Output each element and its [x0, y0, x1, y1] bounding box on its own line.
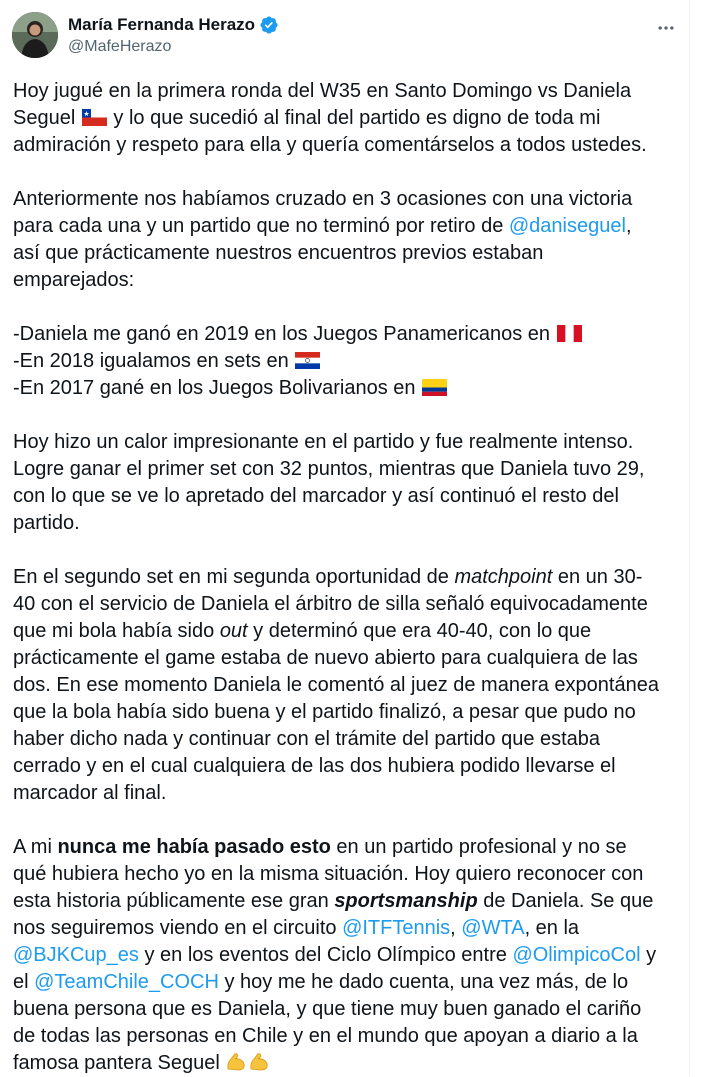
avatar[interactable] — [12, 12, 58, 58]
tweet-text — [13, 78, 663, 1077]
paraguay-flag-icon — [295, 352, 320, 369]
paragraph-4: Hoy hizo un calor impresionante en el partido y fue realmente intenso. Logre ganar el primer set con 32 puntos, mientras que Daniela tuvo 29, con lo que se ve lo apretado del marcador y así continuó el resto del partido. — [13, 431, 645, 534]
chile-flag-icon — [82, 109, 107, 126]
paragraph-1: Hoy jugué en la primera ronda del W35 en Santo Domingo vs Daniela Seguel y lo que sucedió al final del partido es digno de toda mi admiración y respeto para ella y quería comentárselos a todos ustedes. — [13, 80, 647, 156]
paragraph-6: A mi nunca me había pasado esto en un partido profesional y no se qué hubiera hecho yo en la misma situación. Hoy quiero reconocer con esta historia públicamente ese gran sportsmanship de Daniela. Se que nos seguiremos viendo en el circuito @ITFTennis, @WTA, en la @BJKCup_es y en los eventos del Ciclo Olímpico entre @OlimpicoCol y el @TeamChile_COCH y hoy me he dado cuenta, una vez más, de lo buena persona que es Daniela, y que tiene muy buen ganado el cariño de todas las personas en Chile y en el mundo que apoyan a diario a la famosa pantera Seguel — [13, 836, 657, 1074]
mention-bjkcup-es[interactable]: @BJKCup_es — [13, 944, 139, 966]
column-divider — [689, 0, 690, 1076]
flexed-biceps-icon — [248, 1050, 270, 1072]
more-options-icon[interactable] — [652, 14, 680, 42]
peru-flag-icon — [557, 325, 582, 342]
tweet-header — [12, 12, 680, 60]
verified-badge-icon — [259, 15, 279, 35]
mention-itftennis[interactable]: @ITFTennis — [342, 917, 451, 939]
paragraph-5: En el segundo set en mi segunda oportunidad de matchpoint en un 30-40 con el servicio de Daniela el árbitro de silla señaló equivocadamente que mi bola había sido out y determinó que era 40-40, con lo que prácticamente el game estaba de nuevo abierto para cualquiera de las dos. En ese momento Daniela le comentó al juez de manera expontánea que la bola había sido buena y el partido finalizó, a pesar que pudo no haber dicho nada y continuar con el trámite del partido que estaba cerrado y en el cual cualquiera de las dos hubiera podido llevarse el marcador al final. — [13, 566, 659, 804]
colombia-flag-icon — [422, 379, 447, 396]
mention-teamchile-coch[interactable]: @TeamChile_COCH — [34, 971, 219, 993]
author-handle[interactable]: @MafeHerazo — [68, 38, 172, 55]
paragraph-3: -Daniela me ganó en 2019 en los Juegos Panamericanos en -En 2018 igualamos en sets en -En 2017 gané en los Juegos Bolivarianos en — [13, 321, 663, 402]
paragraph-2: Anteriormente nos habíamos cruzado en 3 ocasiones con una victoria para cada una y un partido que no terminó por retiro de @daniseguel, así que prácticamente nuestros encuentros previos estaban emparejados: — [13, 188, 633, 291]
author-name[interactable]: María Fernanda Herazo — [68, 15, 256, 34]
mention-wta[interactable]: @WTA — [461, 917, 525, 939]
flexed-biceps-icon — [225, 1050, 247, 1072]
mention-olimpicocol[interactable]: @OlimpicoCol — [512, 944, 641, 966]
mention-daniseguel[interactable]: @daniseguel — [508, 215, 626, 237]
